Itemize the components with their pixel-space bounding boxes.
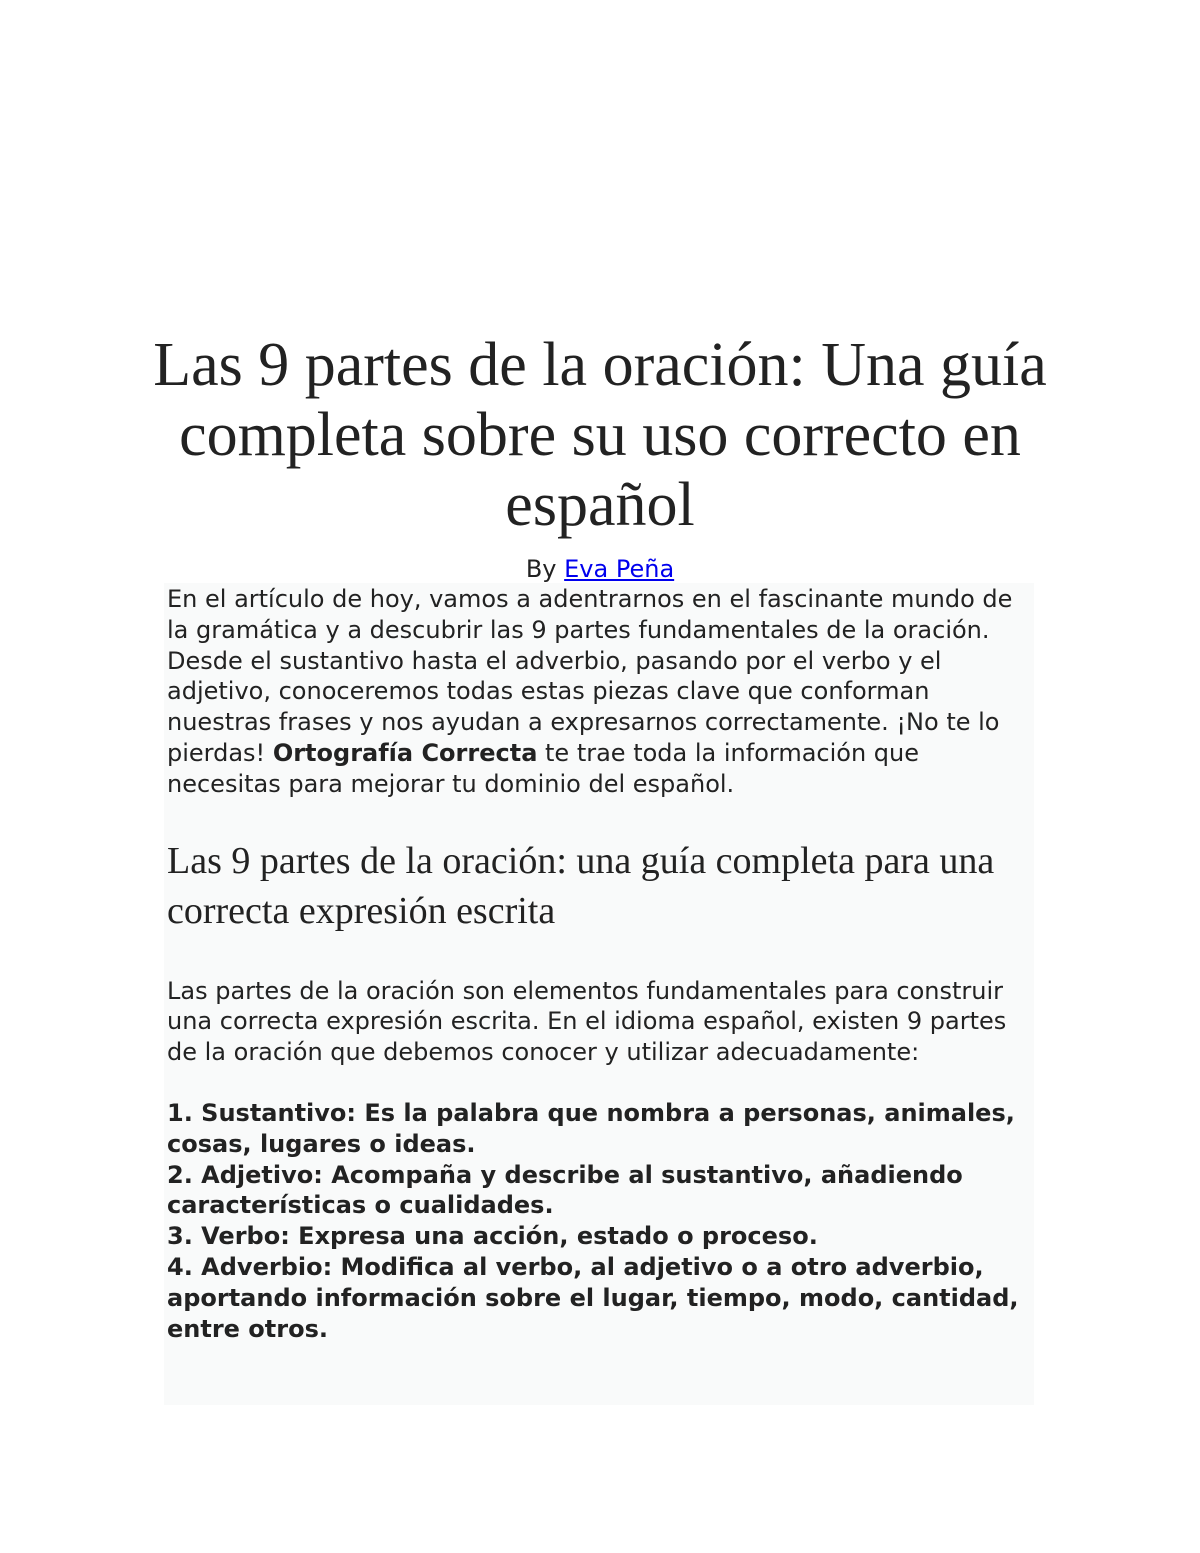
list-item: 4. Adverbio: Modifica al verbo, al adjetivo o a otro adverbio, aportando información sobre el lugar, tiempo, modo, cantidad, entre otros. <box>167 1252 1019 1343</box>
intro-text-start: En el artículo de hoy, vamos a adentrarnos en el fascinante mundo de la gramática y a descubrir las 9 partes fundamentales de la oración. Desde el sustantivo hasta el adverbio, pasando por el verbo y el adjetivo, conoceremos todas estas piezas clave que conforman nuestras frases y nos ayudan a expresarnos correctamente. ¡No te lo pierdas! <box>167 585 1013 767</box>
section-heading: Las 9 partes de la oración: una guía completa para una correcta expresión escrita <box>167 839 995 932</box>
list-item: 3. Verbo: Expresa una acción, estado o proceso. <box>167 1222 818 1251</box>
brand-name: Ortografía Correcta <box>272 738 538 767</box>
article-content <box>164 583 1034 1405</box>
byline <box>150 553 1050 585</box>
author-link[interactable]: Eva Peña <box>564 555 675 583</box>
list-item: 2. Adjetivo: Acompaña y describe al sustantivo, añadiendo características o cualidades. <box>167 1160 963 1220</box>
intro-paragraph <box>167 583 1034 800</box>
article-title: Las 9 partes de la oración: Una guía completa sobre su uso correcto en español <box>153 331 1047 539</box>
list-item: 1. Sustantivo: Es la palabra que nombra a personas, animales, cosas, lugares o ideas. <box>167 1098 1015 1158</box>
intro-text-end: te trae toda la información que necesitas para mejorar tu dominio del español. <box>167 738 920 798</box>
section-paragraph: Las partes de la oración son elementos fundamentales para construir una correcta expresión escrita. En el idioma español, existen 9 partes de la oración que debemos conocer y utilizar adecuadamente: <box>167 976 1007 1067</box>
parts-list <box>167 1098 1034 1344</box>
byline-prefix: By <box>525 555 557 583</box>
